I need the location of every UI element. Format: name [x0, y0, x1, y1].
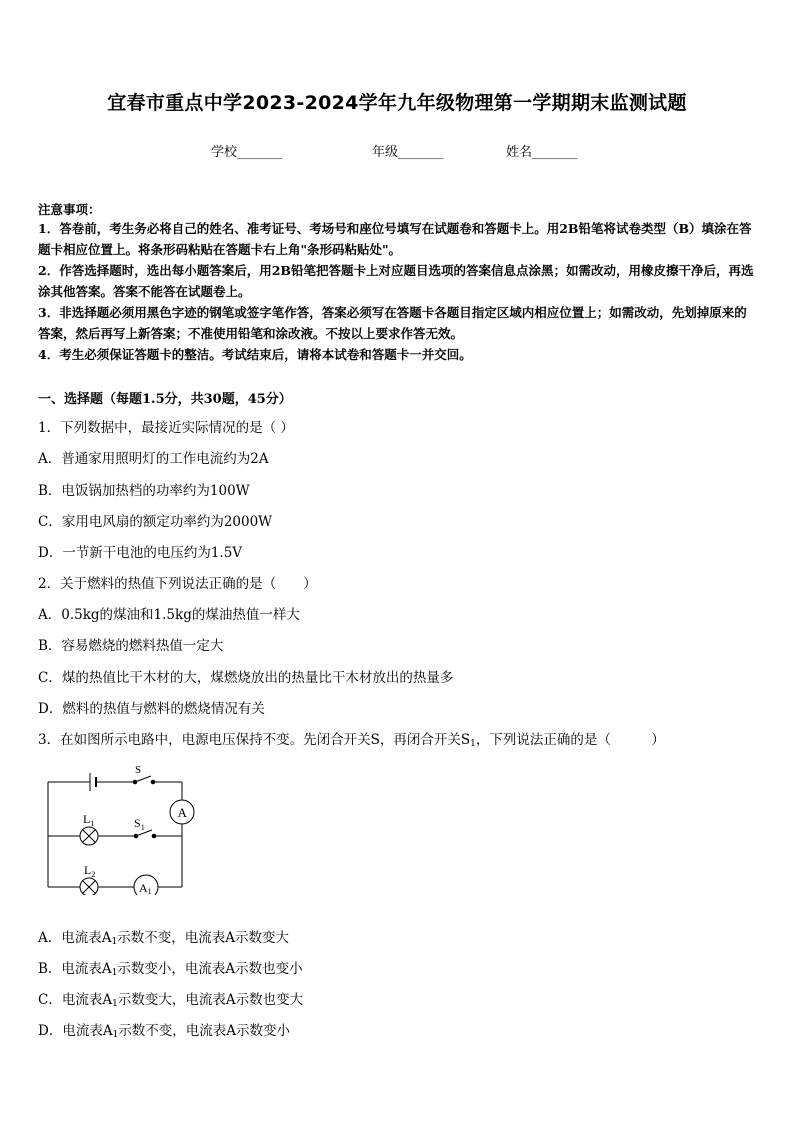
q3-option-c — [38, 988, 303, 1009]
q3-option-d — [38, 1019, 290, 1040]
note-item: 4．考生必须保证答题卡的整洁。考试结束后，请将本试卷和答题卡一并交回。 — [38, 347, 472, 362]
circuit-diagram — [38, 760, 208, 895]
option-text: 示数不变，电流表A示数变小 — [118, 1023, 291, 1039]
q3-stem-b: ，下列说法正确的是（ ） — [475, 732, 665, 748]
name-field — [506, 141, 578, 160]
q2-stem: 2．关于燃料的热值下列说法正确的是（ ） — [38, 576, 317, 592]
option-text: 示数变小，电流表A示数也变小 — [117, 961, 303, 977]
option-text: A．电流表A — [38, 930, 112, 946]
q3-option-a — [38, 926, 289, 947]
name-label: 姓名 — [506, 145, 533, 160]
section-heading: 一、选择题（每题1.5分，共30题，45分） — [38, 392, 292, 407]
option-text: C．电流表A — [38, 992, 113, 1008]
page-title: 宜春市重点中学2023-2024学年九年级物理第一学期期末监测试题 — [107, 92, 687, 114]
q2-option-b: B．容易燃烧的燃料热值一定大 — [38, 638, 224, 654]
note-item: 3．非选择题必须用黑色字迹的钢笔或签字笔作答，答案必须写在答题卡各题目指定区域内相应位置上；如需改动，先划掉原来的答案，然后再写上新答案；不准使用铅笔和涂改液。不按以上要求作答无效。 — [38, 305, 747, 341]
q3-stem-sub: 1 — [470, 739, 476, 749]
q3-stem — [38, 728, 665, 749]
q2-option-d: D．燃料的热值与燃料的燃烧情况有关 — [38, 701, 265, 717]
q1-option-c: C．家用电风扇的额定功率约为2000W — [38, 514, 273, 530]
school-field — [211, 141, 283, 160]
q3-stem-a: 3．在如图所示电路中，电源电压保持不变。先闭合开关S，再闭合开关S — [38, 732, 471, 748]
q1-option-b: B．电饭锅加热档的功率约为100W — [38, 483, 250, 499]
grade-blank: _______ — [398, 145, 444, 160]
ammeter-a-label: A — [177, 805, 187, 820]
q3-option-b — [38, 957, 303, 978]
school-blank: _______ — [237, 145, 283, 160]
name-blank: _______ — [532, 145, 578, 160]
option-text: 示数变大，电流表A示数也变大 — [117, 992, 304, 1008]
lamp-l2-label: $L_2$ — [84, 863, 96, 879]
notes-list — [38, 218, 758, 365]
lamp-l1-label: $L_1$ — [83, 812, 95, 828]
note-item: 2．作答选择题时，选出每小题答案后，用2B铅笔把答题卡上对应题目选项的答案信息点涂黑；如需改动，用橡皮擦干净后，再选涂其他答案。答案不能答在试题卷上。 — [38, 263, 754, 299]
q1-stem: 1．下列数据中，最接近实际情况的是（ ） — [38, 420, 294, 436]
option-sub: 1 — [112, 1030, 119, 1040]
switch-s-label: S — [135, 764, 142, 776]
school-label: 学校 — [211, 145, 238, 160]
q2-option-a: A．0.5kg的煤油和1.5kg的煤油热值一样大 — [38, 607, 300, 623]
q1-option-a: A．普通家用照明灯的工作电流约为2A — [38, 451, 269, 467]
q2-option-c: C．煤的热值比干木材的大，煤燃烧放出的热量比干木材放出的热量多 — [38, 670, 454, 686]
grade-label: 年级 — [372, 145, 399, 160]
switch-s1-label: $S_1$ — [134, 816, 145, 832]
q1-option-d: D．一节新干电池的电压约为1.5V — [38, 545, 243, 561]
option-text: B．电流表A — [38, 961, 112, 977]
switch-s-blade — [135, 776, 151, 782]
option-sub: 1 — [111, 937, 118, 947]
option-sub: 1 — [112, 999, 118, 1009]
notes-heading: 注意事项： — [38, 202, 101, 217]
ammeter-a1-label: A1 — [139, 881, 152, 895]
option-sub: 1 — [111, 968, 118, 978]
note-item: 1．答卷前，考生务必将自己的姓名、准考证号、考场号和座位号填写在试题卷和答题卡上。用2B铅笔将试卷类型（B）填涂在答题卡相应位置上。将条形码粘贴在答题卡右上角"条形码粘贴处"。 — [38, 221, 752, 257]
option-text: D．电流表A — [38, 1023, 113, 1039]
option-text: 示数不变，电流表A示数变大 — [117, 930, 289, 946]
grade-field — [372, 141, 444, 160]
